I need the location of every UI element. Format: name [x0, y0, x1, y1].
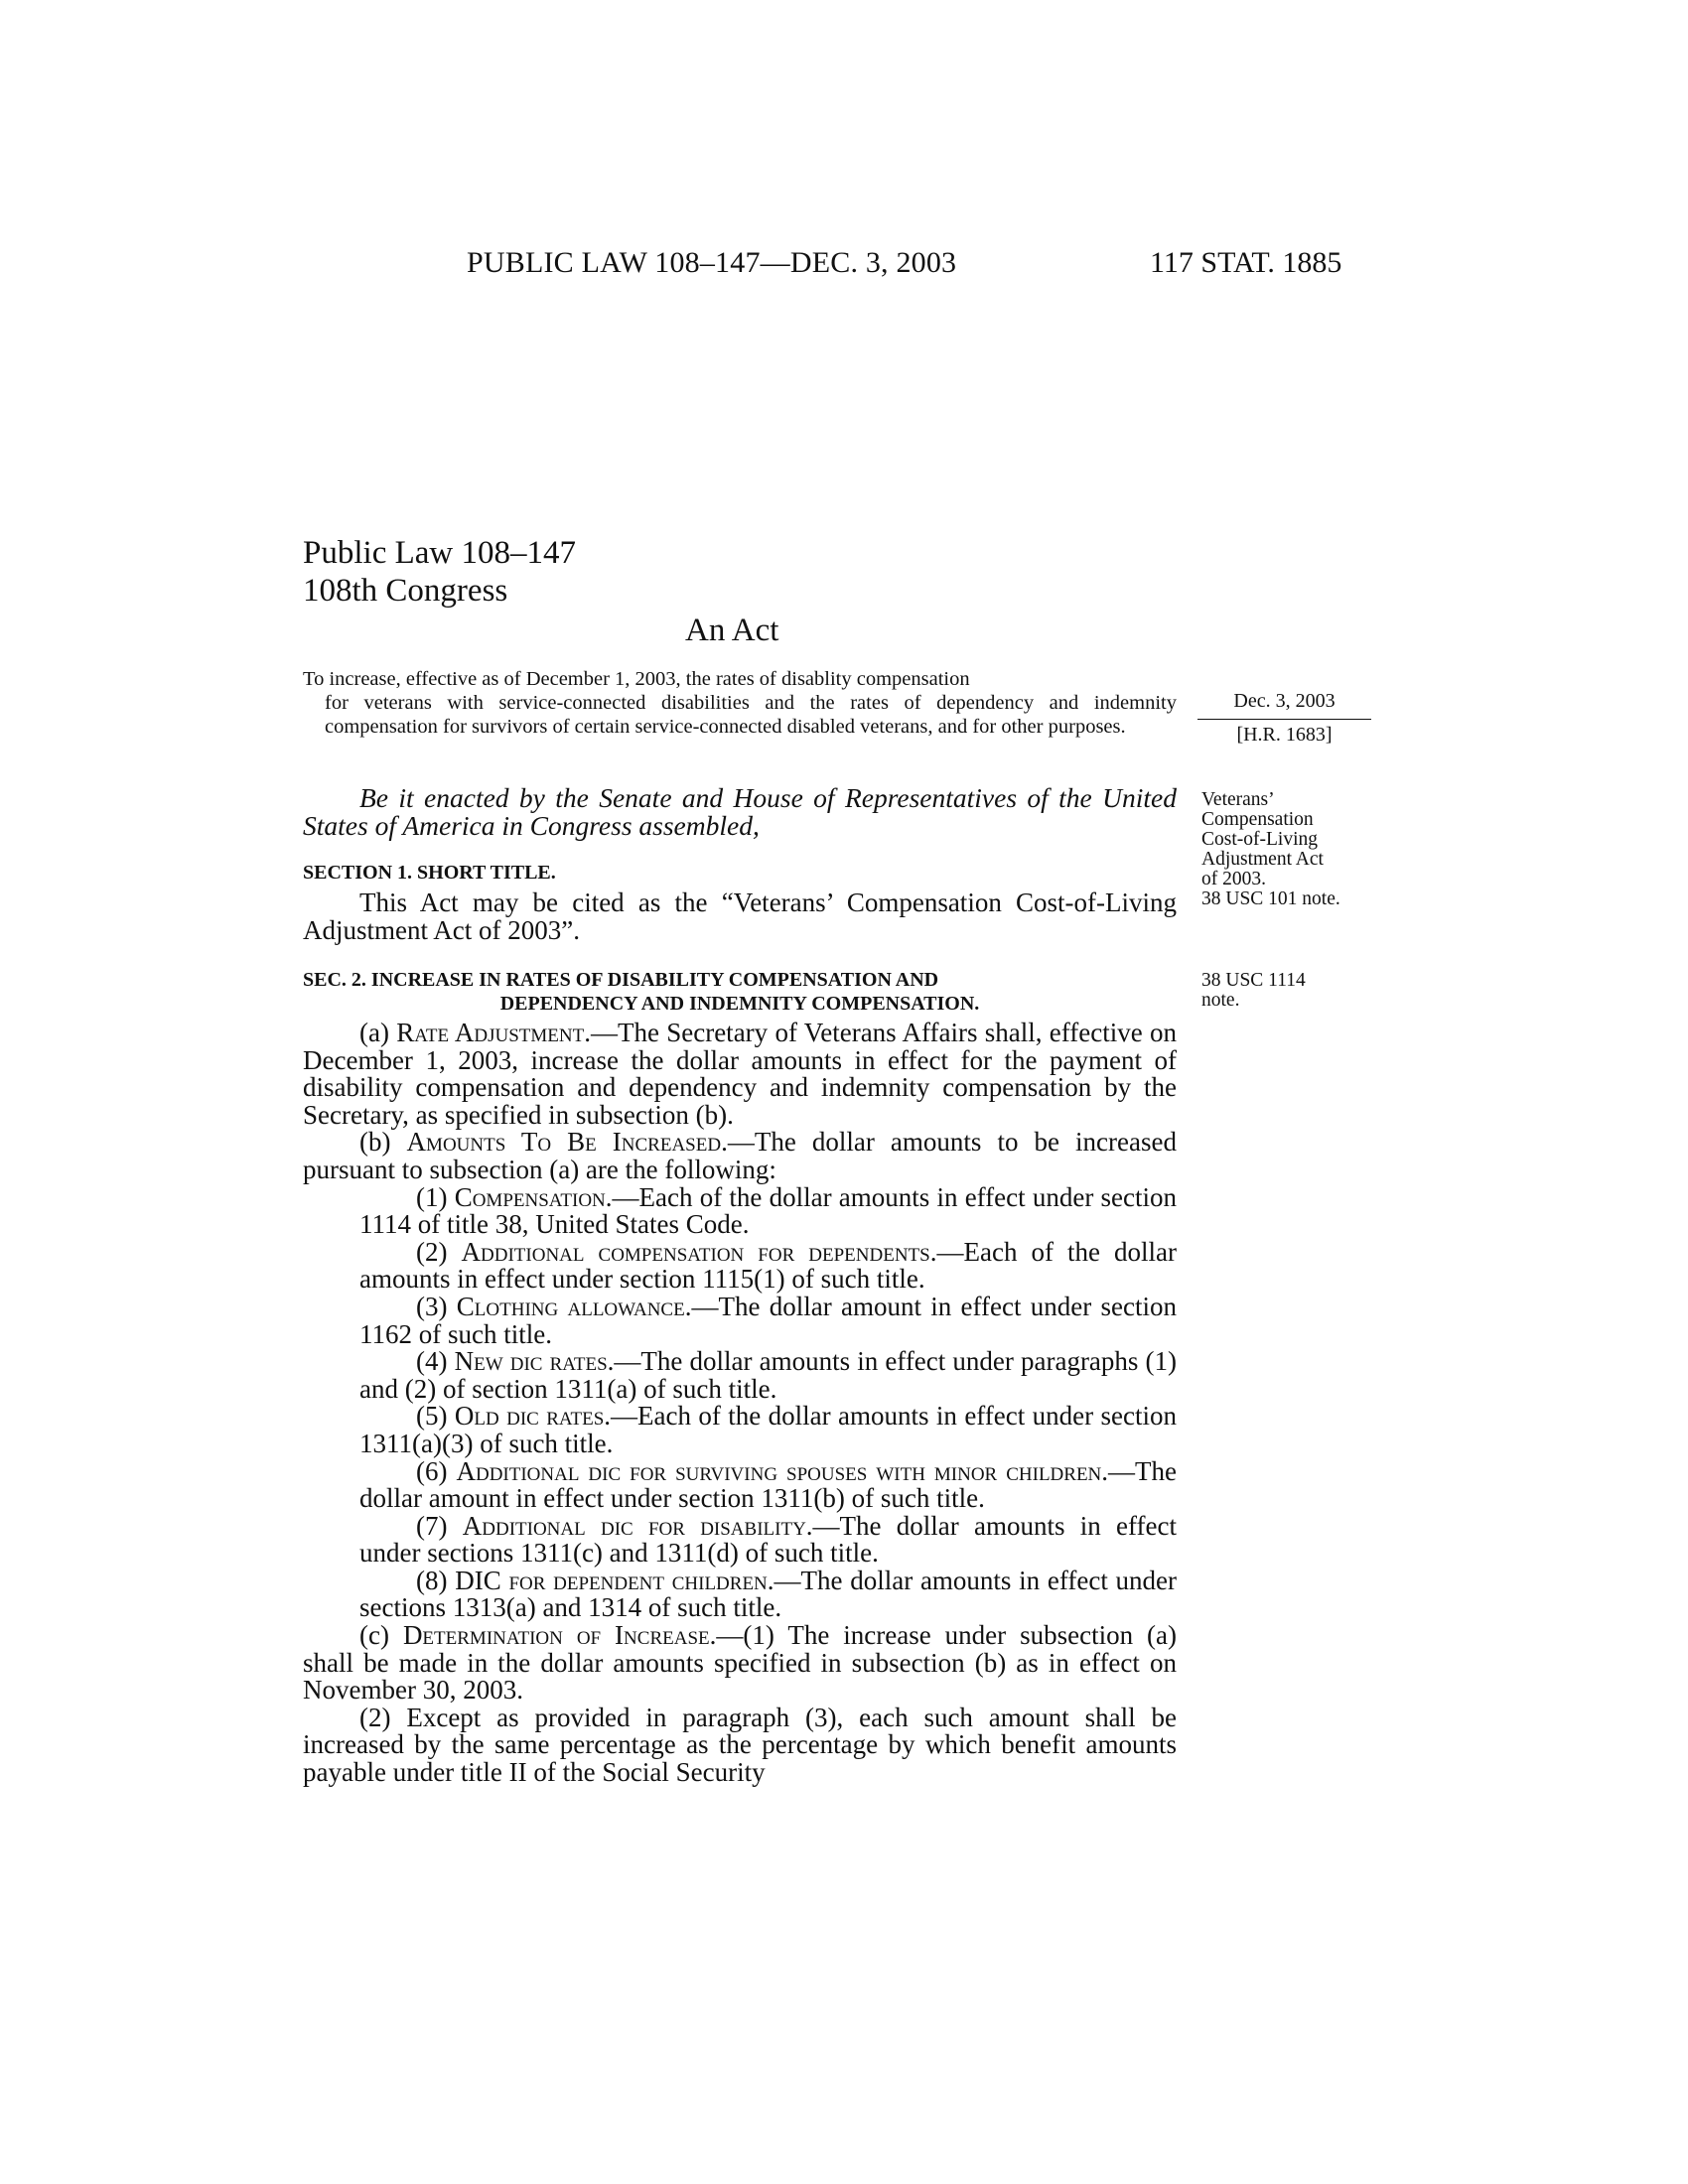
section-2-heading: SEC. 2. INCREASE IN RATES OF DISABILITY COMPENSATION AND DEPENDENCY AND INDEMNITY COMPENSATION.	[303, 969, 980, 1015]
margin-rule	[1197, 719, 1371, 720]
section-1-heading: SECTION 1. SHORT TITLE.	[303, 862, 556, 884]
bill-number: [H.R. 1683]	[1236, 724, 1333, 746]
purpose-clause	[303, 667, 1177, 739]
paragraph-4: (4) New dic rates.—The dollar amounts in effect under paragraphs (1) and (2) of section 1311(a) of such title.	[359, 1346, 1178, 1404]
margin-date-note	[1197, 690, 1371, 747]
act-heading: An Act	[685, 613, 779, 648]
paragraph-8: (8) DIC for dependent children.—The dollar amounts in effect under sections 1313(a) and 1314 of such title.	[359, 1565, 1178, 1623]
enactment-date: Dec. 3, 2003	[1233, 690, 1336, 712]
paragraph-1: (1) Compensation.—Each of the dollar amounts in effect under section 1114 of title 38, United States Code.	[359, 1181, 1178, 1240]
running-head: PUBLIC LAW 108–147—DEC. 3, 2003	[467, 246, 957, 279]
law-number: Public Law 108–147	[303, 535, 576, 571]
paragraph-3: (3) Clothing allowance.—The dollar amount in effect under section 1162 of such title.	[359, 1291, 1178, 1349]
margin-note-section-2: 38 USC 1114 note.	[1201, 970, 1306, 1011]
congress-number: 108th Congress	[303, 573, 508, 609]
law-title-block	[303, 534, 576, 610]
paragraph-2: (2) Additional compensation for dependents.—Each of the dollar amounts in effect under section 1115(1) of such title.	[359, 1236, 1177, 1295]
purpose-rest: for veterans with service-connected disabilities and the rates of dependency and indemnity compensation for survivors of certain service-connected disabled veterans, and for other purposes.	[325, 692, 1177, 738]
margin-note-short-title: Veterans’ Compensation Cost-of-Living Adjustment Act of 2003. 38 USC 101 note.	[1201, 789, 1340, 909]
paragraph-7: (7) Additional dic for disability.—The dollar amounts in effect under sections 1311(c) and 1311(d) of such title.	[359, 1510, 1177, 1569]
paragraph-5: (5) Old dic rates.—Each of the dollar amounts in effect under section 1311(a)(3) of such title.	[359, 1401, 1178, 1458]
purpose-line-1: To increase, effective as of December 1, 2003, the rates of disablity compensation	[303, 668, 970, 690]
subsection-b: (b) Amounts To Be Increased.—The dollar amounts to be increased pursuant to subsection (a) are the following:	[303, 1127, 1177, 1184]
subsection-a: (a) Rate Adjustment.—The Secretary of Veterans Affairs shall, effective on December 1, 2003, increase the dollar amounts in effect for the payment of disability compensation and dependency and indemnity compensation by the Secretary, as specified in subsection (b).	[303, 1018, 1177, 1130]
enacting-clause: Be it enacted by the Senate and House of Representatives of the United States of America in Congress assembled,	[303, 782, 1177, 841]
page-reference: 117 STAT. 1885	[1150, 246, 1342, 279]
section-1-text: This Act may be cited as the “Veterans’ Compensation Cost-of-Living Adjustment Act of 2003”.	[303, 887, 1177, 945]
subsection-c: (c) Determination of Increase.—(1) The increase under subsection (a) shall be made in the dollar amounts specified in subsection (b) as in effect on November 30, 2003.	[303, 1620, 1177, 1706]
paragraph-6: (6) Additional dic for surviving spouses with minor children.—The dollar amount in effect under section 1311(b) of such title.	[359, 1455, 1177, 1514]
subsection-c-paragraph-2: (2) Except as provided in paragraph (3), each such amount shall be increased by the same percentage as the percentage by which benefit amounts payable under title II of the Social Security	[303, 1702, 1177, 1788]
section-2-body	[303, 1020, 1177, 1787]
